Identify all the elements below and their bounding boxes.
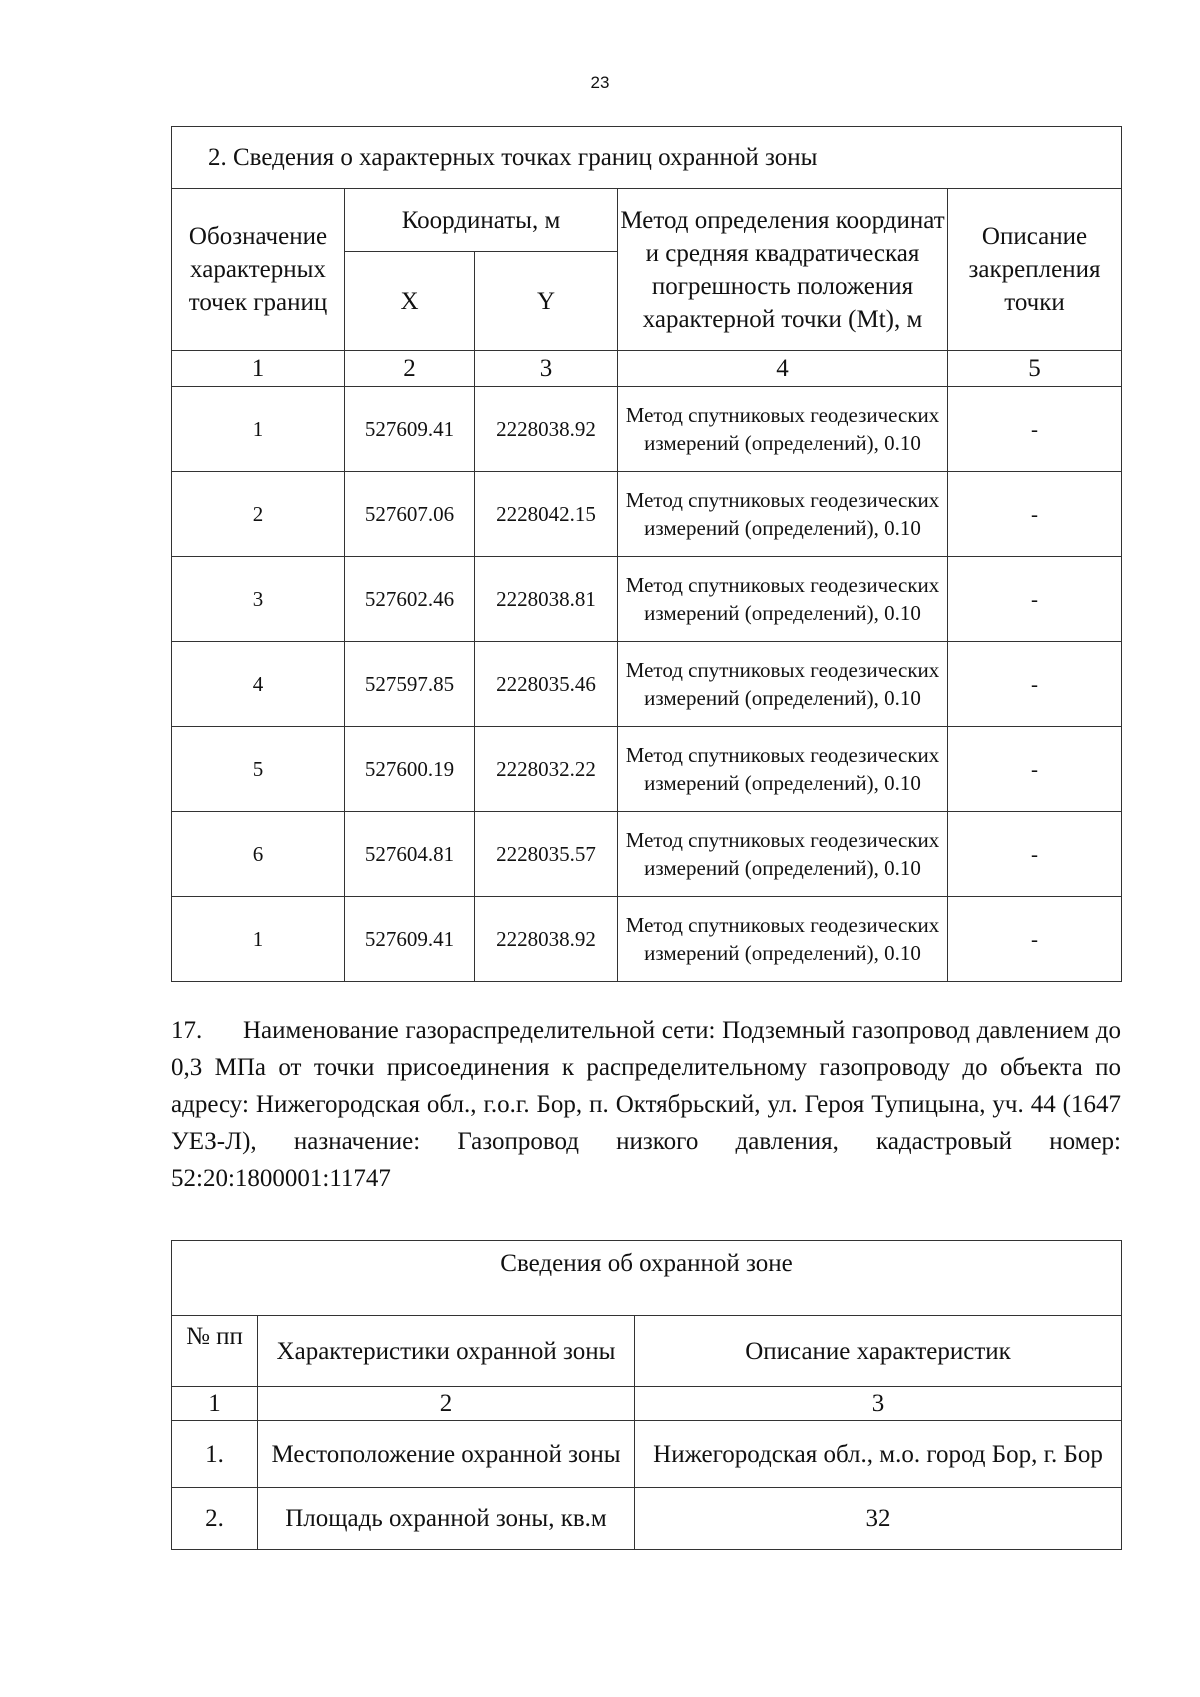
col-number: 2	[258, 1387, 635, 1421]
description-cell: -	[948, 472, 1122, 557]
y-cell: 2228035.46	[475, 642, 618, 727]
boundary-points-table	[171, 126, 1122, 982]
header-characteristic: Характеристики охранной зоны	[258, 1316, 635, 1387]
table-row	[172, 1421, 1122, 1488]
protection-zone-table	[171, 1240, 1122, 1550]
y-cell: 2228035.57	[475, 812, 618, 897]
col-number: 4	[618, 351, 948, 387]
y-cell: 2228032.22	[475, 727, 618, 812]
point-cell: 6	[172, 812, 345, 897]
description-cell: -	[948, 812, 1122, 897]
table-row	[172, 897, 1122, 982]
x-cell: 527607.06	[345, 472, 475, 557]
characteristic-cell: Площадь охранной зоны, кв.м	[258, 1488, 635, 1550]
characteristic-cell: Местоположение охранной зоны	[258, 1421, 635, 1488]
x-cell: 527604.81	[345, 812, 475, 897]
page-number: 23	[590, 73, 610, 92]
col-number: 1	[172, 351, 345, 387]
description-cell: -	[948, 557, 1122, 642]
table-row	[172, 727, 1122, 812]
header-num: № пп	[172, 1316, 258, 1387]
y-cell: 2228042.15	[475, 472, 618, 557]
description-cell: Нижегородская обл., м.о. город Бор, г. Бор	[635, 1421, 1122, 1488]
method-cell: Метод спутниковых геодезических измерений (определений), 0.10	[618, 727, 948, 812]
table-row	[172, 387, 1122, 472]
x-cell: 527609.41	[345, 897, 475, 982]
description-cell: -	[948, 897, 1122, 982]
table-row	[172, 1488, 1122, 1550]
x-cell: 527600.19	[345, 727, 475, 812]
x-cell: 527602.46	[345, 557, 475, 642]
description-cell: -	[948, 642, 1122, 727]
method-cell: Метод спутниковых геодезических измерений (определений), 0.10	[618, 472, 948, 557]
method-cell: Метод спутниковых геодезических измерений (определений), 0.10	[618, 557, 948, 642]
point-cell: 2	[172, 472, 345, 557]
header-description: Описание характеристик	[635, 1316, 1122, 1387]
header-coords: Координаты, м	[345, 189, 618, 252]
table-row	[172, 557, 1122, 642]
paragraph-text: Наименование газораспределительной сети: Подземный газопровод давлением до 0,3 МПа от точки присоединения к распределительному газопроводу до объекта по адресу: Нижегородская обл., г.о.г. Бор, п. Октябрьский, ул. Героя Тупицына, уч. 44 (1647 УЕЗ-Л), назначение: Газопровод низкого давления, кадастровый номер: 52:20:1800001:11747	[171, 1017, 1121, 1192]
col-number: 3	[635, 1387, 1122, 1421]
method-cell: Метод спутниковых геодезических измерений (определений), 0.10	[618, 812, 948, 897]
point-cell: 1	[172, 387, 345, 472]
col-number: 1	[172, 1387, 258, 1421]
point-cell: 5	[172, 727, 345, 812]
method-cell: Метод спутниковых геодезических измерений (определений), 0.10	[618, 387, 948, 472]
col-number: 3	[475, 351, 618, 387]
header-point: Обозначение характерных точек границ	[172, 189, 345, 351]
description-cell: 32	[635, 1488, 1122, 1550]
table-row	[172, 642, 1122, 727]
gas-network-paragraph	[171, 1012, 1121, 1197]
table-caption: Сведения об охранной зоне	[172, 1241, 1122, 1316]
num-cell: 1.	[172, 1421, 258, 1488]
paragraph-number: 17.	[171, 1017, 203, 1044]
table-row	[172, 472, 1122, 557]
x-cell: 527609.41	[345, 387, 475, 472]
point-cell: 4	[172, 642, 345, 727]
x-cell: 527597.85	[345, 642, 475, 727]
y-cell: 2228038.92	[475, 897, 618, 982]
point-cell: 3	[172, 557, 345, 642]
header-description: Описание закрепления точки	[948, 189, 1122, 351]
y-cell: 2228038.92	[475, 387, 618, 472]
col-number: 2	[345, 351, 475, 387]
point-cell: 1	[172, 897, 345, 982]
method-cell: Метод спутниковых геодезических измерений (определений), 0.10	[618, 642, 948, 727]
table-caption: 2. Сведения о характерных точках границ охранной зоны	[172, 127, 1122, 189]
header-y: Y	[475, 252, 618, 351]
y-cell: 2228038.81	[475, 557, 618, 642]
num-cell: 2.	[172, 1488, 258, 1550]
header-x: X	[345, 252, 475, 351]
description-cell: -	[948, 727, 1122, 812]
method-cell: Метод спутниковых геодезических измерений (определений), 0.10	[618, 897, 948, 982]
col-number: 5	[948, 351, 1122, 387]
header-method: Метод определения координат и средняя квадратическая погрешность положения характерной точки (Mt), м	[618, 189, 948, 351]
table-row	[172, 812, 1122, 897]
description-cell: -	[948, 387, 1122, 472]
